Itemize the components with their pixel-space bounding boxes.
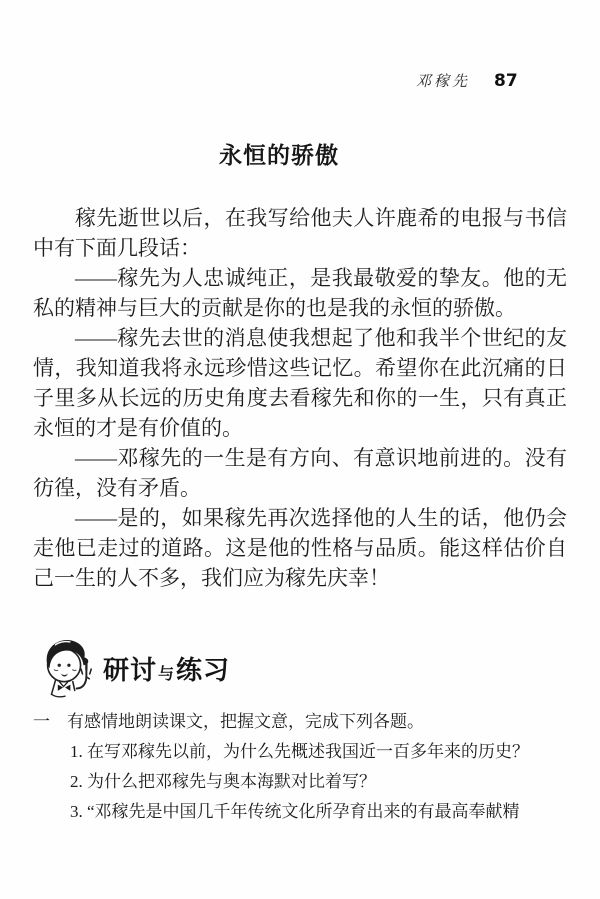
paragraph-quote-4: ——是的，如果稼先再次选择他的人生的话，他仍会走他已走过的道路。这是他的性格与品质。能这样估价自己一生的人不多，我们应为稼先庆幸！: [33, 506, 567, 590]
exercise-heading-part2: 练习: [176, 656, 231, 686]
exercise-heading-connector: 与: [158, 664, 176, 683]
boy-pointing-icon: [36, 636, 98, 708]
exercise-question-2: 2. 为什么把邓稼先与奥本海默对比着写？: [70, 772, 376, 791]
running-header-lesson-title: 邓稼先: [416, 74, 471, 90]
paragraph-quote-3: ——邓稼先的一生是有方向、有意识地前进的。没有彷徨，没有矛盾。: [33, 446, 567, 500]
exercise-question-1: 1. 在写邓稼先以前，为什么先概述我国近一百多年来的历史？: [70, 742, 529, 761]
paragraph-quote-1: ——稼先为人忠诚纯正，是我最敬爱的挚友。他的无私的精神与巨大的贡献是你的也是我的永恒的骄傲。: [33, 266, 567, 320]
exercise-question-list: [70, 737, 567, 827]
body-text: [33, 203, 567, 593]
running-header: [416, 70, 518, 91]
section-title: 永恒的骄傲: [219, 143, 339, 169]
page-number: 87: [494, 71, 518, 91]
exercise-section-number: 一: [33, 712, 50, 731]
paragraph-quote-2: ——稼先去世的消息使我想起了他和我半个世纪的友情，我知道我将永远珍惜这些记忆。希望你在此沉痛的日子里多从长远的历史角度去看稼先和你的一生，只有真正永恒的才是有价值的。: [33, 326, 567, 440]
exercise-question-3: 3. “邓稼先是中国几千年传统文化所孕育出来的有最高奉献精: [70, 802, 520, 821]
paragraph-intro: 稼先逝世以后，在我写给他夫人许鹿希的电报与书信中有下面几段话：: [33, 206, 567, 260]
exercise-heading: [103, 650, 230, 687]
exercise-section-intro-row: [33, 709, 567, 735]
exercise-section-intro: 有感情地朗读课文，把握文意，完成下列各题。: [67, 712, 424, 731]
exercise-heading-part1: 研讨: [103, 656, 158, 686]
